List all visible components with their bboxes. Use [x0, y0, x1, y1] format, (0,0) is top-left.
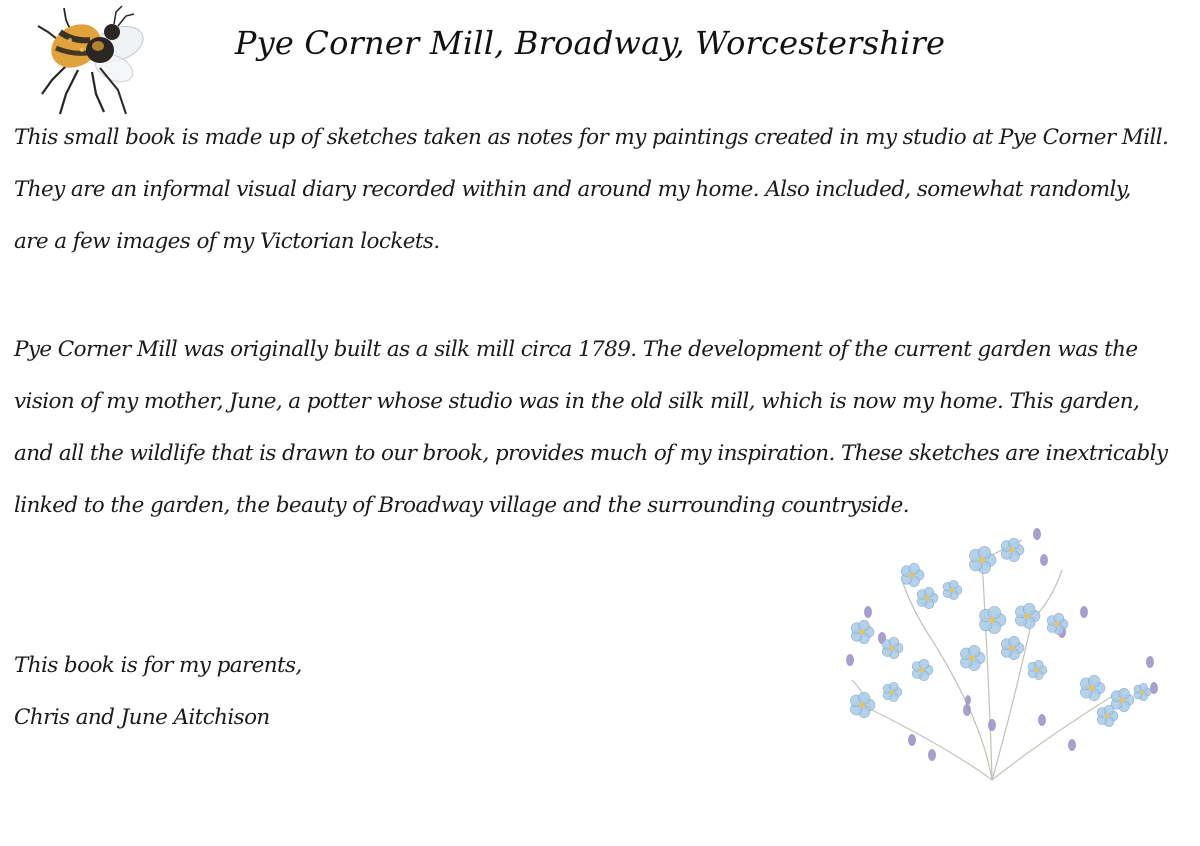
paragraph-line: vision of my mother, June, a potter whose studio was in the old silk mill, which is now my home. This garden,	[14, 389, 1140, 414]
forget-me-not-flower	[1134, 683, 1151, 701]
forget-me-not-flower	[1001, 538, 1024, 561]
forget-me-not-flower	[917, 587, 938, 608]
forget-me-not-flower	[1111, 688, 1134, 711]
paragraph-line: are a few images of my Victorian lockets.	[14, 229, 440, 254]
dedication-line: Chris and June Aitchison	[14, 705, 270, 730]
forget-me-not-flower	[1028, 660, 1047, 679]
paragraph-line: They are an informal visual diary recorded within and around my home. Also included, somewhat randomly,	[14, 177, 1131, 202]
forget-me-not-flower	[960, 645, 985, 670]
paragraph-line: and all the wildlife that is drawn to our brook, provides much of my inspiration. These sketches are inextricably	[14, 441, 1168, 466]
forget-me-not-flower	[1015, 603, 1040, 628]
forget-me-not-flower	[912, 659, 933, 680]
paragraph-line: linked to the garden, the beauty of Broadway village and the surrounding countryside.	[14, 493, 909, 518]
paragraph-line: This small book is made up of sketches taken as notes for my paintings created in my studio at Pye Corner Mill.	[14, 125, 1169, 150]
forget-me-not-flower	[901, 563, 924, 586]
intro-paragraph	[14, 112, 1168, 268]
forget-me-not-flower	[969, 546, 996, 573]
page-title: Pye Corner Mill, Broadway, Worcestershire	[234, 24, 946, 62]
flower-cluster	[850, 538, 1151, 726]
forget-me-not-flower	[1001, 636, 1024, 659]
forget-me-not-flower	[850, 692, 875, 717]
forget-me-not-flower	[882, 637, 903, 658]
paragraph-line: Pye Corner Mill was originally built as a silk mill circa 1789. The development of the current garden was the	[14, 337, 1138, 362]
forget-me-not-flower	[943, 580, 962, 599]
forget-me-not-flower	[979, 606, 1006, 633]
forget-me-not-illustration	[832, 520, 1172, 790]
dedication-line: This book is for my parents,	[14, 653, 302, 678]
forget-me-not-flower	[883, 682, 902, 701]
dedication	[14, 640, 302, 744]
bumblebee-illustration	[30, 2, 145, 120]
history-paragraph	[14, 324, 1167, 532]
forget-me-not-flower	[851, 620, 874, 643]
forget-me-not-flower	[1080, 675, 1105, 700]
